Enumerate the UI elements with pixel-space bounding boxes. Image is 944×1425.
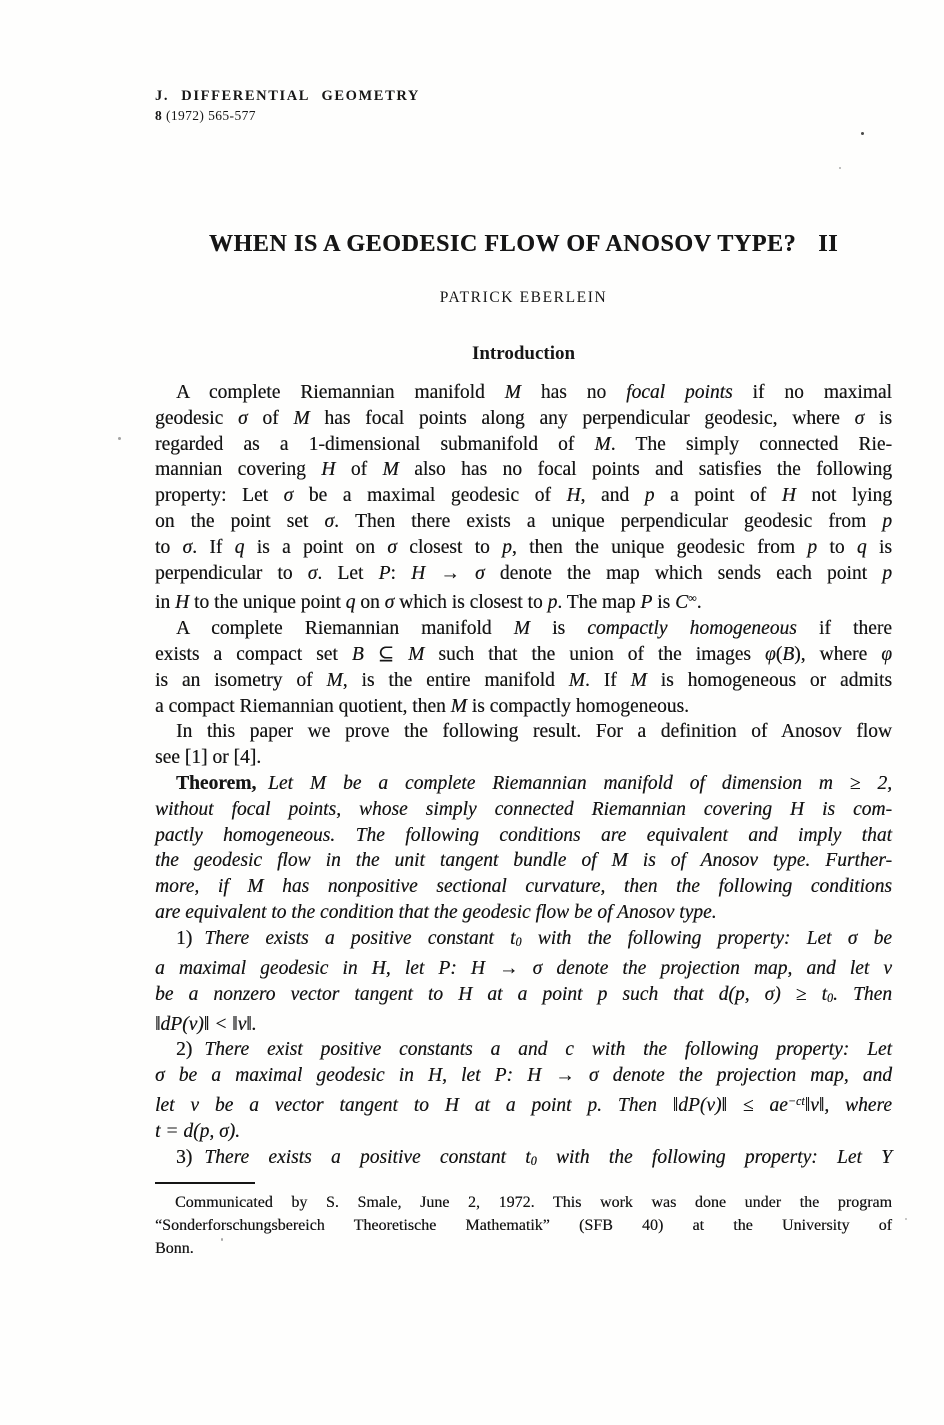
text-run: , is the entire manifold — [342, 669, 569, 691]
italic-run: There exists a positive constant t — [204, 1146, 531, 1168]
text-line — [155, 745, 892, 771]
text-line — [155, 719, 892, 745]
footnote-rule — [155, 1182, 255, 1184]
footnote-text — [155, 1191, 892, 1260]
italic-run: σ — [475, 562, 485, 584]
text-line — [155, 694, 892, 720]
text-line — [155, 771, 892, 797]
italic-run: σ — [854, 407, 865, 429]
italic-run: σ — [324, 510, 335, 532]
text-run: to the unique point — [189, 592, 346, 614]
italic-run: B — [782, 644, 795, 665]
text-run: is — [864, 407, 892, 429]
italic-run: let v be a vector tangent to H at a point p. Then ‖dP(v)‖ ≤ ae — [155, 1094, 788, 1116]
italic-run: p — [882, 562, 892, 584]
italic-run: M — [504, 382, 521, 403]
italic-run: H — [411, 562, 426, 584]
text-line — [155, 1037, 892, 1063]
italic-run: φ — [764, 644, 776, 665]
text-run: property: Let — [155, 485, 284, 507]
italic-run: q — [234, 536, 245, 558]
text-run: a point of — [654, 485, 782, 507]
text-line — [155, 406, 892, 432]
italic-run: −ct — [787, 1093, 805, 1108]
italic-run: H — [175, 592, 190, 614]
title-main: WHEN IS A GEODESIC FLOW OF ANOSOV TYPE? — [208, 231, 797, 257]
text-line — [155, 509, 892, 535]
italic-run: p — [644, 485, 655, 507]
text-line — [155, 1089, 892, 1119]
italic-run: M — [568, 669, 585, 691]
text-run: is — [529, 618, 588, 640]
text-run: in — [155, 592, 176, 614]
italic-run: σ — [387, 536, 397, 558]
scan-speck — [905, 1218, 907, 1220]
italic-run: σ — [384, 592, 395, 614]
italic-run: ‖dP(v)‖ < ‖v‖. — [155, 1013, 257, 1035]
text-run: exists a compact set — [155, 644, 352, 665]
text-line — [155, 926, 892, 956]
footnote-line: Bonn. — [155, 1240, 194, 1258]
text-run: ), where — [794, 644, 882, 665]
italic-run: be a nonzero vector tangent to H at a point p such that d(p, σ) ≥ t — [155, 983, 827, 1005]
text-run: ( — [775, 644, 783, 665]
text-run: on — [355, 592, 385, 614]
text-run: → — [425, 562, 476, 584]
text-run: closest to — [396, 536, 503, 558]
text-column — [155, 86, 892, 1260]
italic-run: 0 — [826, 990, 834, 1005]
journal-name: J. DIFFERENTIAL GEOMETRY — [155, 88, 420, 104]
italic-run: φ — [881, 644, 892, 665]
text-run: ⊆ — [363, 644, 409, 665]
text-line — [155, 848, 892, 874]
italic-run: B — [351, 644, 364, 665]
text-run: 1) — [176, 927, 193, 949]
footnote-line: “Sonderforschungsbereich Theoretische Mathematik” (SFB 40) at the University of — [155, 1217, 892, 1235]
italic-run: M — [450, 695, 467, 717]
text-line — [155, 380, 892, 406]
text-run: denote the map which sends each point — [484, 562, 883, 584]
italic-run: M — [408, 644, 425, 665]
italic-run: the geodesic flow in the unit tangent bundle of M is of Anosov type. Further- — [155, 850, 892, 872]
title-part-number: II — [818, 231, 839, 257]
text-line — [155, 616, 892, 642]
text-run: 3) — [176, 1146, 193, 1168]
text-run: . The map — [557, 592, 641, 614]
italic-run: M — [326, 669, 343, 691]
text-run: . — [696, 592, 702, 614]
italic-run: p — [807, 536, 818, 558]
text-line — [155, 900, 892, 926]
journal-issue-info: (1972) 565-577 — [165, 108, 256, 123]
text-line — [155, 668, 892, 694]
text-run: not lying — [795, 485, 892, 507]
text-run: if no maximal — [732, 382, 892, 403]
italic-run: C — [675, 592, 689, 614]
text-run: see [1] or [4]. — [155, 747, 262, 769]
text-line — [155, 483, 892, 509]
journal-volume: 8 — [155, 108, 163, 123]
text-run: a compact Riemannian quotient, then — [155, 695, 451, 717]
text-line — [155, 1119, 892, 1145]
italic-run: a maximal geodesic in H, let P: H → σ denote the projection map, and let v — [155, 957, 892, 979]
text-run: regarded as a 1-dimensional submanifold of — [155, 433, 595, 455]
text-run: be a maximal geodesic of — [293, 485, 567, 507]
italic-run: P — [378, 562, 391, 584]
text-run: is — [652, 592, 676, 614]
text-run: . The simply connected Rie- — [610, 433, 892, 455]
author-name: PATRICK EBERLEIN — [439, 289, 608, 306]
text-line — [155, 561, 892, 587]
italic-run: with the following property: Let Y — [536, 1146, 893, 1168]
italic-run: There exists a positive constant t — [204, 927, 516, 949]
section-heading: Introduction — [471, 343, 576, 364]
text-line — [155, 797, 892, 823]
italic-run: σ — [238, 407, 248, 429]
text-run: is an isometry of — [155, 669, 327, 691]
text-run: which is closest to — [394, 592, 548, 614]
italic-run: H — [321, 459, 336, 481]
italic-run: p — [502, 536, 512, 558]
journal-citation — [155, 106, 892, 125]
italic-run: p — [547, 592, 558, 614]
italic-run: σ — [307, 562, 318, 584]
body-text — [155, 380, 892, 1174]
italic-run: M — [594, 433, 611, 455]
text-line — [155, 432, 892, 458]
text-run: geodesic — [155, 407, 238, 429]
italic-run: M — [382, 459, 399, 481]
page-title — [155, 229, 892, 259]
italic-run: without focal points, whose simply connected Riemannian covering H is com- — [155, 798, 892, 820]
italic-run: ‖v‖, where — [804, 1094, 892, 1116]
italic-run: q — [345, 592, 356, 614]
text-run: if there — [796, 618, 892, 640]
italic-run: pactly homogeneous. The following conditions are equivalent and imply that — [155, 824, 892, 846]
text-run: . If — [192, 536, 235, 558]
text-run: is — [866, 536, 892, 558]
text-line — [155, 642, 892, 668]
text-run: . If — [584, 669, 631, 691]
text-run: such that the union of the images — [424, 644, 765, 665]
text-run: , then the unique geodesic from — [511, 536, 808, 558]
text-line — [155, 535, 892, 561]
text-line — [155, 874, 892, 900]
italic-run: 0 — [515, 934, 522, 949]
text-line — [155, 982, 892, 1012]
italic-run: are equivalent to the condition that the geodesic flow be of Anosov type. — [155, 901, 717, 923]
text-run: has focal points along any perpendicular geodesic, where — [309, 407, 855, 429]
text-run: ∞ — [688, 591, 697, 606]
italic-run: . Then — [833, 983, 892, 1005]
text-line — [155, 1063, 892, 1089]
scan-speck — [118, 437, 121, 440]
italic-run: q — [856, 536, 867, 558]
text-run: of — [335, 459, 383, 481]
italic-run: p — [882, 510, 892, 532]
italic-run: There exist positive constants a and c with the following property: Let — [204, 1039, 892, 1061]
text-run: is a point on — [244, 536, 388, 558]
bold-run: Theorem, — [176, 772, 257, 794]
text-run: A complete Riemannian manifold — [176, 382, 505, 403]
text-run: also has no focal points and satisfies the following — [398, 459, 893, 481]
text-run: has no — [520, 382, 627, 403]
italic-run: more, if M has nonpositive sectional curvature, then the following conditions — [155, 876, 892, 898]
text-line — [155, 823, 892, 849]
italic-run: P — [640, 592, 653, 614]
italic-run: σ — [182, 536, 193, 558]
text-line — [155, 1145, 892, 1175]
text-run: . Let — [317, 562, 379, 584]
text-run: to — [155, 536, 183, 558]
italic-run: M — [293, 407, 310, 429]
text-run: . Then there exists a unique perpendicular geodesic from — [334, 510, 883, 532]
italic-run: M — [630, 669, 647, 691]
italic-run: compactly homogeneous — [587, 618, 797, 640]
text-run: is homogeneous or admits — [646, 669, 892, 691]
text-line — [155, 586, 892, 616]
italic-run: 0 — [530, 1153, 537, 1168]
italic-run: σ be a maximal geodesic in H, let P: H → σ denote the projection map, and — [155, 1065, 892, 1087]
text-run: , and — [580, 485, 645, 507]
italic-run: with the following property: Let σ be — [521, 927, 892, 949]
footnote-line: Communicated by S. Smale, June 2, 1972. This work was done under the program — [175, 1194, 892, 1212]
text-run: is compactly homogeneous. — [466, 695, 689, 717]
text-run: In this paper we prove the following result. For a definition of Anosov flow — [176, 721, 892, 743]
text-line — [155, 457, 892, 483]
text-run: of — [247, 407, 294, 429]
text-run: perpendicular to — [155, 562, 308, 584]
italic-run: H — [566, 485, 581, 507]
text-run: A complete Riemannian manifold — [176, 618, 514, 640]
text-run: mannian covering — [155, 459, 322, 481]
italic-run: focal points — [626, 382, 733, 403]
italic-run: M — [513, 618, 530, 640]
text-run: 2) — [176, 1039, 193, 1061]
text-run: on the point set — [155, 510, 325, 532]
text-run: : — [390, 562, 412, 584]
text-line — [155, 956, 892, 982]
text-run: to — [817, 536, 857, 558]
text-line — [155, 1012, 892, 1038]
italic-run: H — [781, 485, 796, 507]
journal-header — [155, 86, 892, 125]
italic-run: σ — [283, 485, 294, 507]
italic-run: t = d(p, σ). — [155, 1120, 241, 1142]
italic-run: Let M be a complete Riemannian manifold of dimension m ≥ 2, — [268, 772, 892, 794]
